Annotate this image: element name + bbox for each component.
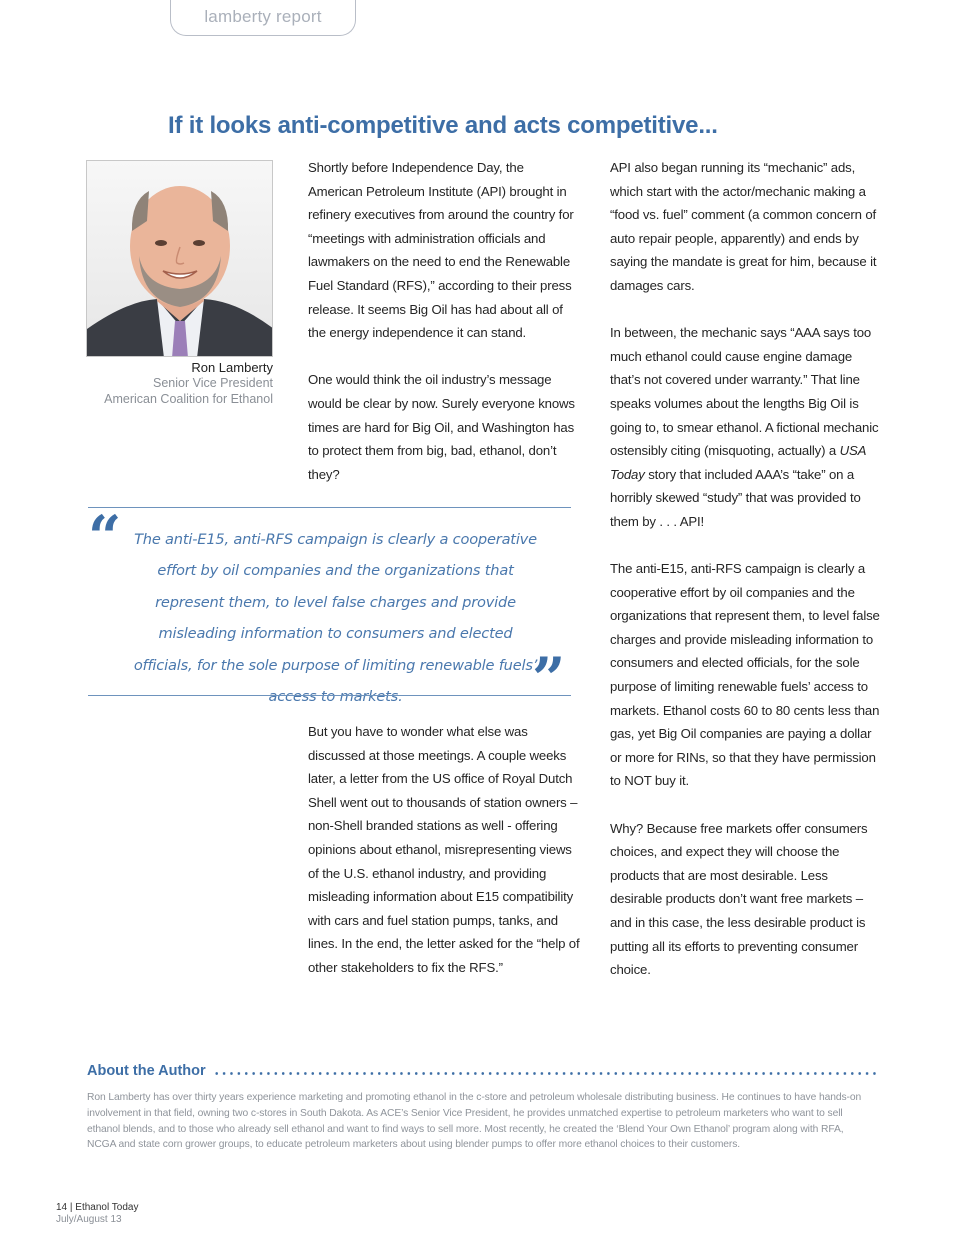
paragraph: One would think the oil industry’s message would be clear by now. Surely everyone knows times are hard for Big Oil, and Washington has to protect them from big, bad, ethanol, don’t they? <box>308 372 575 482</box>
author-name: Ron Lamberty <box>191 360 273 375</box>
paragraph-text: story that included AAA’s “take” on a horribly skewed “study” that was provided to them by . . . API! <box>610 466 861 529</box>
author-photo <box>86 160 273 357</box>
pull-quote-rule-top <box>88 507 571 508</box>
article-column-1-continued <box>308 720 580 980</box>
dotted-divider <box>213 1072 879 1075</box>
pull-quote: The anti-E15, anti-RFS campaign is clearly a cooperative effort by oil companies and the organizations that represent them, to level false charges and provide misleading information to consumers and elected officials, for the sole purpose of limiting renewable fuels’ access to markets. <box>133 531 538 706</box>
pull-quote-rule-bottom <box>88 695 571 696</box>
issue-date: July/August 13 <box>56 1214 122 1225</box>
author-caption <box>60 360 273 407</box>
paragraph: Why? Because free markets offer consumers choices, and expect they will choose the products that are most desirable. Less desirable products don’t want free markets – and in this case, the less desirable product is putting all its efforts to preventing consumer choice. <box>610 820 868 978</box>
paragraph: But you have to wonder what else was discussed at those meetings. A couple weeks later, a letter from the US office of Royal Dutch Shell went out to thousands of station owners – non-Shell branded stations as well - offering opinions about ethanol, misrepresenting views of the U.S. ethanol industry, and providing misleading information about E15 compatibility with cars and fuel station pumps, tanks, and lines. In the end, the letter asked for the “help of other stakeholders to fix the RFS.” <box>308 724 580 975</box>
article-headline: If it looks anti-competitive and acts competitive... <box>168 112 718 139</box>
about-author-text: Ron Lamberty has over thirty years experience marketing and promoting ethanol in the c-store and petroleum wholesale distributing business. He continues to have hands-on involvement in that field, owning two c-stores in South Dakota. As ACE’s Senior Vice President, he provides unmatched expertise to petroleum marketers who want to sell ethanol blends, and to those who already sell ethanol and want to find ways to sell more. Most recently, he created the ‘Blend Your Own Ethanol’ program along with RFA, NCGA and state corn grower groups, to educate petroleum marketers about using blender pumps to offer more ethanol choices to their customers. <box>87 1092 862 1151</box>
paragraph: API also began running its “mechanic” ads, which start with the actor/mechanic making a “food vs. fuel” comment (a common concern of auto repair people, apparently) and ends by saying the mandate is great for him, because it damages cars. <box>610 160 877 293</box>
author-title: Senior Vice President <box>153 376 273 390</box>
article-column-1 <box>308 156 580 486</box>
paragraph <box>610 321 882 533</box>
page-number-publication: 14 | Ethanol Today <box>56 1202 139 1213</box>
article-column-2 <box>610 156 882 982</box>
about-author-heading: About the Author <box>87 1063 206 1079</box>
paragraph-text: In between, the mechanic says “AAA says too much ethanol could cause engine damage that’s not covered under warranty.” That line speaks volumes about the lengths Big Oil is going to, to smear ethanol. A fictional mechanic ostensibly citing (misquoting, actually) a <box>610 325 879 459</box>
publication-name: USA Today <box>610 443 866 482</box>
section-tab: lamberty report <box>170 0 356 36</box>
author-organization: American Coalition for Ethanol <box>104 391 273 406</box>
close-quote-icon: ” <box>532 645 566 713</box>
paragraph: Shortly before Independence Day, the American Petroleum Institute (API) brought in refinery executives from around the country for “meetings with administration officials and lawmakers on the need to end the Renewable Fuel Standard (RFS),” according to their press release. It seems Big Oil has had about all of the energy independence it can stand. <box>308 160 574 341</box>
open-quote-icon: “ <box>88 503 122 571</box>
paragraph: The anti-E15, anti-RFS campaign is clearly a cooperative effort by oil companies and the organizations that represent them, to level false charges and provide misleading information to consumers and elected officials, for the sole purpose of limiting renewable fuels’ access to markets. Ethanol costs 60 to 80 cents less than gas, yet Big Oil companies are paying a dollar or more for RINs, so that they have permission to NOT buy it. <box>610 561 880 789</box>
page-footer <box>56 1202 138 1226</box>
